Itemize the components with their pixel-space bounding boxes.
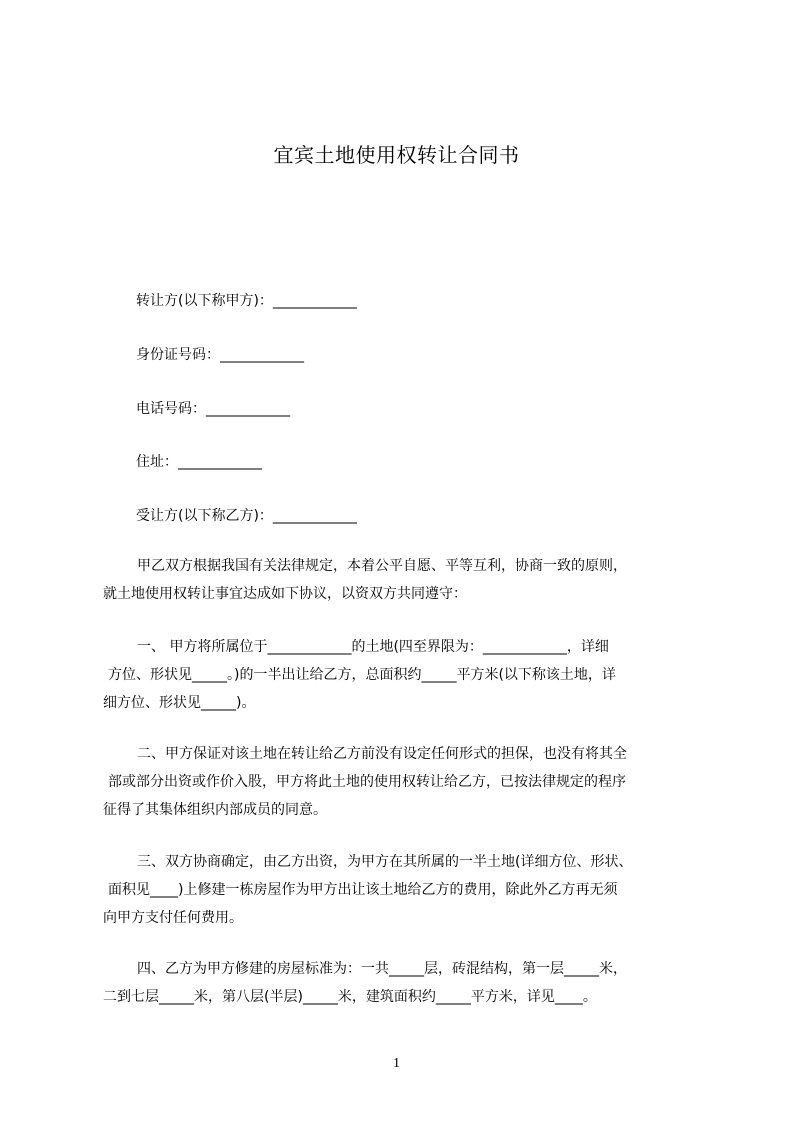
clause-4-paragraph: [103, 955, 703, 1011]
address-field: 住址：____________: [136, 454, 262, 470]
document-title: 宜宾土地使用权转让合同书: [273, 143, 520, 167]
id-number-field: 身份证号码：____________: [136, 347, 304, 363]
clause-4-line: 二到七层_____米，第八层(半层)_____米，建筑面积约_____平方米，详见____。: [103, 989, 597, 1005]
clause-4-line: 四、乙方为甲方修建的房屋标准为：一共_____层，砖混结构，第一层_____米，: [137, 961, 627, 977]
clause-2-line: 部或部分出资或作价入股，甲方将此土地的使用权转让给乙方，已按法律规定的程序: [108, 774, 626, 790]
clause-1-line: 细方位、形状见_____)。: [103, 695, 256, 711]
clause-3-line: 面积见____)上修建一栋房屋作为甲方出让该土地给乙方的费用，除此外乙方再无须: [108, 882, 618, 898]
phone-field: 电话号码：____________: [136, 401, 290, 417]
page-number: 1: [393, 1056, 400, 1071]
clause-2-line: 二、甲方保证对该土地在转让给乙方前没有设定任何形式的担保，也没有将其全: [137, 746, 627, 762]
transferee-field: 受让方(以下称乙方)：____________: [136, 508, 357, 524]
clause-1-line: 一、 甲方将所属位于____________的土地(四至界限为：____________，详细: [137, 639, 609, 655]
clause-3-line: 三、双方协商确定，由乙方出资，为甲方在其所属的一半土地(详细方位、形状、: [137, 854, 633, 870]
clause-3-line: 向甲方支付任何费用。: [103, 910, 243, 926]
clause-1-line: 方位、形状见_____。)的一半出让给乙方，总面积约_____平方米(以下称该土地，详: [108, 667, 616, 683]
transferor-field: 转让方(以下称甲方)：____________: [136, 293, 357, 309]
clause-1-paragraph: [103, 633, 703, 717]
clause-3-paragraph: [103, 848, 703, 932]
preamble-line: 甲乙双方根据我国有关法律规定，本着公平自愿、平等互利，协商一致的原则，: [137, 558, 627, 574]
preamble-line: 就土地使用权转让事宜达成如下协议，以资双方共同遵守：: [103, 586, 467, 602]
clause-2-paragraph: [103, 740, 703, 824]
preamble-paragraph: [103, 552, 703, 608]
clause-2-line: 征得了其集体组织内部成员的同意。: [103, 802, 327, 818]
